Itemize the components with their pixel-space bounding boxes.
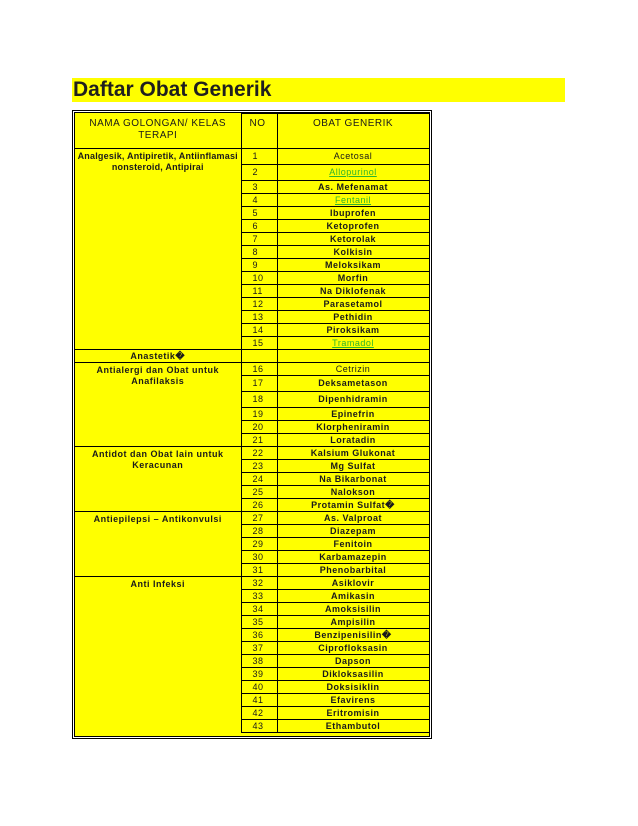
row-number: 6 [241,220,277,233]
table-header-row [75,114,429,149]
drug-name: Ibuprofen [277,207,429,220]
category-cell: Antiepilepsi – Antikonvulsi [75,512,241,577]
row-number: 5 [241,207,277,220]
drug-name: Kolkisin [277,246,429,259]
category-cell: Anastetik� [75,350,241,363]
drug-name: Diazepam [277,525,429,538]
drug-table [75,113,430,733]
row-number: 22 [241,447,277,460]
row-number: 30 [241,551,277,564]
table-row [75,350,429,363]
drug-name: Ethambutol [277,720,429,733]
drug-name: Kalsium Glukonat [277,447,429,460]
row-number: 37 [241,642,277,655]
row-number: 18 [241,392,277,408]
row-number: 27 [241,512,277,525]
drug-name: Amikasin [277,590,429,603]
drug-name: Na Diklofenak [277,285,429,298]
row-number: 32 [241,577,277,590]
row-number: 21 [241,434,277,447]
drug-name[interactable]: Fentanil [277,194,429,207]
drug-name: Fenitoin [277,538,429,551]
table-row [75,447,429,460]
drug-name: As. Valproat [277,512,429,525]
category-cell: Antialergi dan Obat untuk Anafilaksis [75,363,241,447]
table-row [75,577,429,590]
drug-name: Nalokson [277,486,429,499]
row-number: 7 [241,233,277,246]
drug-name: Klorpheniramin [277,421,429,434]
row-number: 41 [241,694,277,707]
drug-name[interactable]: Tramadol [277,337,429,350]
row-number: 3 [241,181,277,194]
drug-name: Acetosal [277,149,429,165]
row-number: 38 [241,655,277,668]
row-number: 34 [241,603,277,616]
row-number: 12 [241,298,277,311]
drug-name: Morfin [277,272,429,285]
page-title: Daftar Obat Generik [72,78,565,102]
row-number: 14 [241,324,277,337]
drug-name: Efavirens [277,694,429,707]
row-number: 9 [241,259,277,272]
drug-name: Epinefrin [277,408,429,421]
row-number: 24 [241,473,277,486]
drug-name: Asiklovir [277,577,429,590]
drug-name: Pethidin [277,311,429,324]
drug-name: Ketorolak [277,233,429,246]
row-number: 20 [241,421,277,434]
row-number: 26 [241,499,277,512]
row-number: 33 [241,590,277,603]
drug-name: Na Bikarbonat [277,473,429,486]
row-number: 1 [241,149,277,165]
row-number: 11 [241,285,277,298]
drug-name: Meloksikam [277,259,429,272]
row-number: 31 [241,564,277,577]
row-number: 8 [241,246,277,259]
drug-name: Benzipenisilin� [277,629,429,642]
drug-name: Doksisiklin [277,681,429,694]
header-drug: OBAT GENERIK [277,114,429,149]
drug-name [277,350,429,363]
drug-name[interactable]: Allopurinol [277,165,429,181]
row-number: 40 [241,681,277,694]
header-no: NO [241,114,277,149]
row-number: 10 [241,272,277,285]
category-cell: Anti Infeksi [75,577,241,733]
drug-name: Amoksisilin [277,603,429,616]
row-number: 15 [241,337,277,350]
row-number: 2 [241,165,277,181]
header-class: NAMA GOLONGAN/ KELAS TERAPI [75,114,241,149]
row-number: 36 [241,629,277,642]
drug-name: Ciprofloksasin [277,642,429,655]
table-row [75,363,429,376]
drug-name: Cetrizin [277,363,429,376]
row-number: 43 [241,720,277,733]
drug-name: Ampisilin [277,616,429,629]
row-number: 29 [241,538,277,551]
drug-name: Protamin Sulfat� [277,499,429,512]
drug-name: Piroksikam [277,324,429,337]
drug-name: Deksametason [277,376,429,392]
drug-name: Parasetamol [277,298,429,311]
row-number: 13 [241,311,277,324]
row-number: 17 [241,376,277,392]
table-row [75,512,429,525]
row-number: 16 [241,363,277,376]
drug-name: Mg Sulfat [277,460,429,473]
drug-name: Phenobarbital [277,564,429,577]
category-cell: Analgesik, Antipiretik, Antiinflamasi nonsteroid, Antipirai [75,149,241,350]
row-number: 39 [241,668,277,681]
row-number: 19 [241,408,277,421]
drug-name: As. Mefenamat [277,181,429,194]
row-number: 25 [241,486,277,499]
drug-name: Loratadin [277,434,429,447]
table-row [75,149,429,165]
drug-name: Eritromisin [277,707,429,720]
drug-name: Ketoprofen [277,220,429,233]
row-number [241,350,277,363]
drug-name: Dikloksasilin [277,668,429,681]
row-number: 23 [241,460,277,473]
drug-name: Dapson [277,655,429,668]
row-number: 4 [241,194,277,207]
category-cell: Antidot dan Obat lain untuk Keracunan [75,447,241,512]
row-number: 35 [241,616,277,629]
row-number: 42 [241,707,277,720]
row-number: 28 [241,525,277,538]
drug-name: Karbamazepin [277,551,429,564]
drug-name: Dipenhidramin [277,392,429,408]
